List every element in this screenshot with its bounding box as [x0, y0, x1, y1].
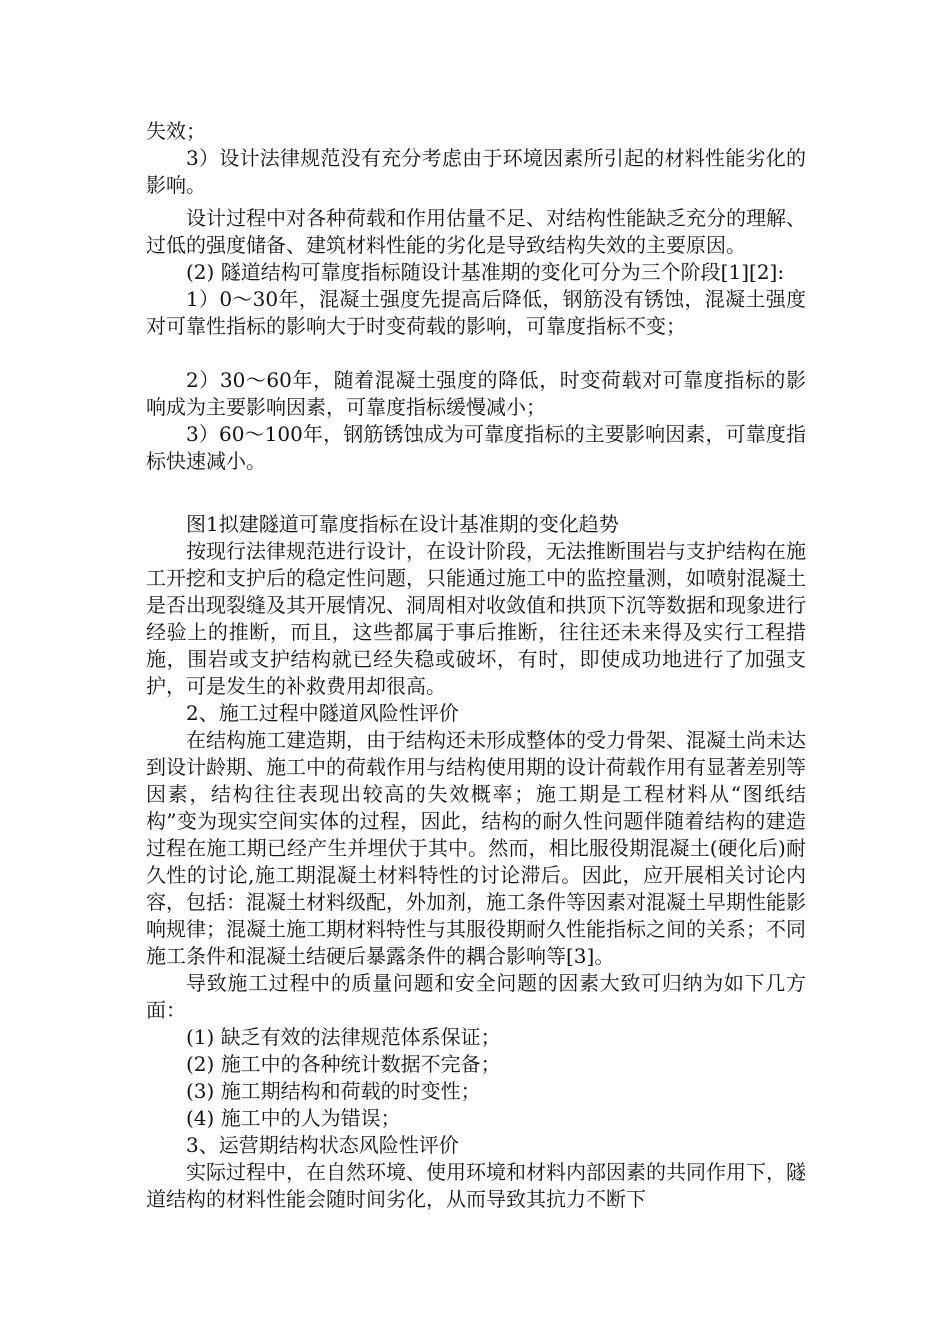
- section-heading-operation-risk: 3、运营期结构状态风险性评价: [186, 1133, 459, 1157]
- list-item-factor-2: (2) 施工中的各种统计数据不完备；: [186, 1052, 501, 1076]
- list-item-stage-3: 3）60～100年，钢筋锈蚀成为可靠度指标的主要影响因素，可靠度指标快速减小。: [146, 422, 806, 473]
- list-item-factor-4: (4) 施工中的人为错误；: [186, 1106, 401, 1130]
- paragraph-quality-factors: 导致施工过程中的质量问题和安全问题的因素大致可归纳为如下几方面：: [146, 971, 806, 1022]
- paragraph-continuation: 失效；: [146, 119, 206, 143]
- list-item-factor-1: (1) 缺乏有效的法律规范体系保证；: [186, 1025, 501, 1049]
- paragraph-failure-causes: 设计过程中对各种荷载和作用估量不足、对结构性能缺乏充分的理解、过低的强度储备、建筑材料性能的劣化是导致结构失效的主要原因。: [146, 206, 806, 257]
- document-body: [146, 118, 806, 1213]
- section-heading-construction-risk: 2、施工过程中隧道风险性评价: [186, 701, 459, 725]
- list-item-design-code: 3）设计法律规范没有充分考虑由于环境因素所引起的材料性能劣化的影响。: [146, 146, 806, 197]
- figure-caption: 图1拟建隧道可靠度指标在设计基准期的变化趋势: [186, 512, 619, 536]
- paragraph-reliability-stages: (2) 隧道结构可靠度指标随设计基准期的变化可分为三个阶段[1][2]:: [186, 260, 785, 284]
- list-item-stage-1: 1）0～30年，混凝土强度先提高后降低，钢筋没有锈蚀，混凝土强度对可靠性指标的影响大于时变荷载的影响，可靠度指标不变；: [146, 287, 806, 338]
- paragraph-design-stage: 按现行法律规范进行设计，在设计阶段，无法推断围岩与支护结构在施工开挖和支护后的稳定性问题，只能通过施工中的监控量测，如喷射混凝土是否出现裂缝及其开展情况、洞周相对收敛值和拱顶下沉等数据和现象进行经验上的推断，而且，这些都属于事后推断，往往还未来得及实行工程措施，围岩或支护结构就已经失稳或破坏，有时，即使成功地进行了加强支护，可是发生的补救费用却很高。: [146, 539, 806, 698]
- list-item-factor-3: (3) 施工期结构和荷载的时变性；: [186, 1079, 481, 1103]
- paragraph-construction-period: 在结构施工建造期，由于结构还未形成整体的受力骨架、混凝土尚未达到设计龄期、施工中的荷载作用与结构使用期的设计荷载作用有显著差别等因素，结构往往表现出较高的失效概率；施工期是工程材料从“图纸结构”变为现实空间实体的过程，因此，结构的耐久性问题伴随着结构的建造过程在施工期已经产生并埋伏于其中。然而，相比服役期混凝土(硬化后)耐久性的讨论,施工期混凝土材料特性的讨论滞后。因此，应开展相关讨论内容，包括：混凝土材料级配，外加剂，施工条件等因素对混凝土早期性能影响规律；混凝土施工期材料特性与其服役期耐久性能指标之间的关系；不同施工条件和混凝土结硬后暴露条件的耦合影响等[3]。: [146, 728, 806, 968]
- list-item-stage-2: 2）30～60年，随着混凝土强度的降低，时变荷载对可靠度指标的影响成为主要影响因素，可靠度指标缓慢减小；: [146, 368, 806, 419]
- paragraph-operation-period: 实际过程中，在自然环境、使用环境和材料内部因素的共同作用下，隧道结构的材料性能会随时间劣化，从而导致其抗力不断下: [146, 1160, 806, 1211]
